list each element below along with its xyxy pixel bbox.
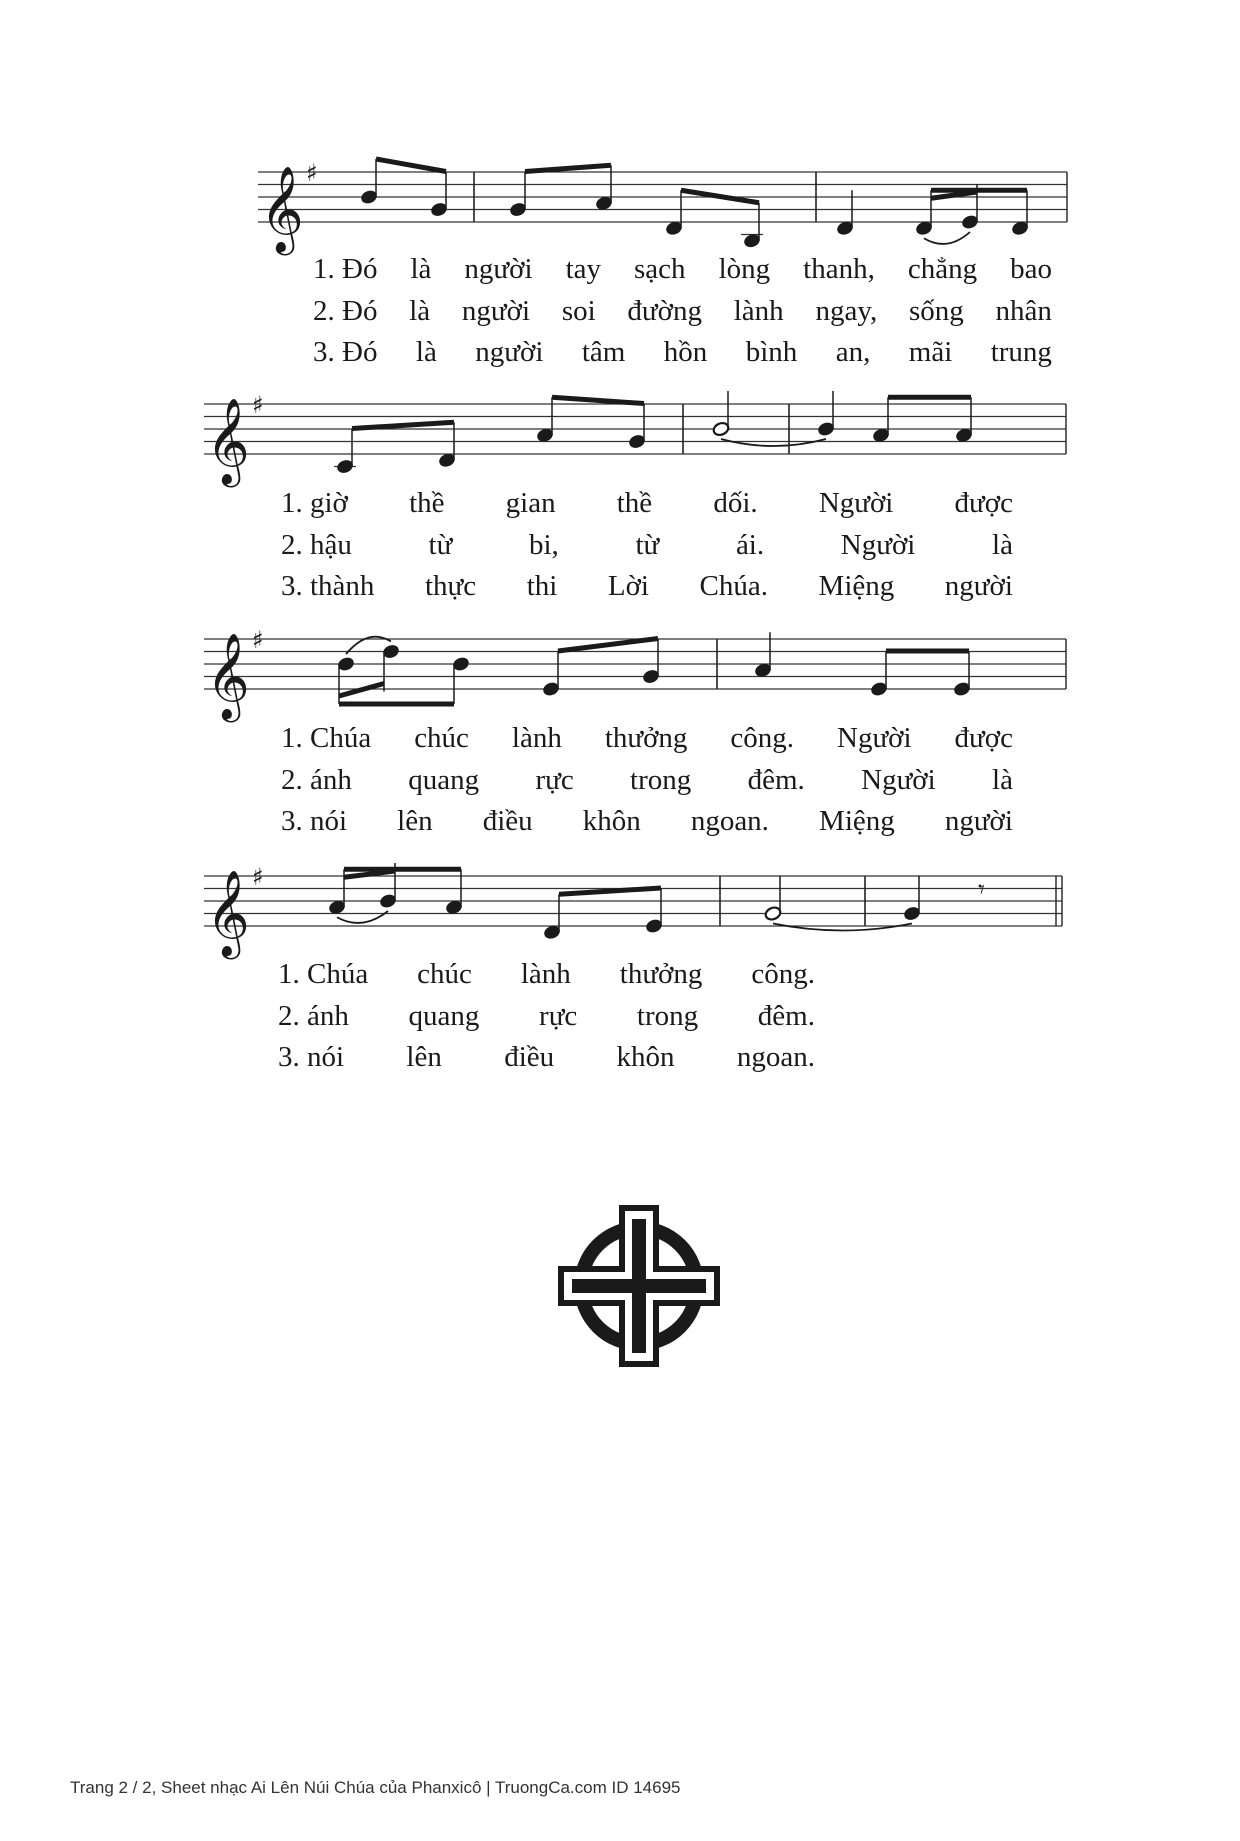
- lyric-word: là: [415, 336, 437, 368]
- lyric-word: 3. thành: [281, 570, 375, 602]
- lyric-word: Miệng: [819, 805, 895, 837]
- lyric-word: đường: [627, 294, 702, 327]
- lyric-word: mãi: [908, 336, 953, 368]
- lyric-word: chúc: [417, 958, 472, 990]
- lyric-line-verse-1: [313, 252, 1052, 286]
- page-footer: Trang 2 / 2, Sheet nhạc Ai Lên Núi Chúa của Phanxicô | TruongCa.com ID 14695: [70, 1778, 681, 1797]
- lyric-word: lòng: [718, 253, 771, 285]
- treble-clef-icon: 𝄞: [206, 870, 250, 956]
- lyric-word: Lời: [607, 570, 649, 602]
- tie-slur: [924, 232, 970, 244]
- key-signature-sharp-icon: ♯: [252, 626, 264, 654]
- lyric-word: bi,: [529, 528, 559, 561]
- lyric-word: là: [992, 763, 1013, 796]
- lyric-word: khôn: [616, 1041, 675, 1073]
- lyric-word: thưởng: [619, 958, 703, 990]
- lyric-word: từ: [635, 528, 660, 561]
- lyric-word: thi: [526, 570, 558, 602]
- lyric-word: gian: [505, 487, 556, 519]
- lyric-word: 1. Đó: [313, 253, 378, 285]
- lyric-word: quang: [408, 999, 480, 1032]
- lyric-word: tay: [565, 253, 601, 285]
- lyric-word: người: [461, 294, 531, 327]
- lyric-word: ngoan.: [736, 1041, 815, 1073]
- note-beam: [525, 165, 611, 171]
- lyric-word: Chúa.: [699, 570, 768, 602]
- lyric-word: chúc: [414, 722, 469, 754]
- lyric-word: sạch: [634, 253, 686, 285]
- note-beam: [352, 422, 454, 428]
- lyric-word: Người: [818, 487, 894, 519]
- lyric-word: 1. giờ: [281, 487, 348, 519]
- lyric-word: Người: [837, 722, 912, 754]
- lyric-word: là: [992, 528, 1013, 561]
- tie-slur: [337, 911, 388, 923]
- lyric-word: tâm: [581, 336, 626, 368]
- treble-clef-icon: 𝄞: [206, 633, 250, 719]
- lyric-word: bình: [745, 336, 798, 368]
- lyric-line-verse-3: [281, 804, 1013, 838]
- lyric-word: lành: [733, 294, 784, 327]
- lyric-word: 2. Đó: [313, 294, 378, 327]
- lyric-word: quang: [408, 763, 480, 796]
- lyric-word: 2. hậu: [281, 528, 352, 561]
- key-signature-sharp-icon: ♯: [252, 391, 264, 419]
- lyric-word: điều: [504, 1041, 555, 1073]
- lyric-line-verse-1: [281, 721, 1013, 755]
- lyric-line-verse-3: [278, 1040, 815, 1074]
- lyric-word: thực: [424, 570, 477, 602]
- lyric-word: công.: [751, 958, 815, 990]
- lyric-word: là: [410, 253, 432, 285]
- treble-clef-icon: 𝄞: [206, 398, 250, 484]
- lyric-line-verse-2: [281, 763, 1013, 797]
- lyric-word: là: [409, 294, 431, 327]
- lyric-word: thề: [409, 487, 445, 519]
- lyric-line-verse-1: [281, 486, 1013, 520]
- lyric-word: sống: [908, 294, 964, 327]
- lyric-word: đêm.: [757, 999, 815, 1032]
- lyric-word: công.: [730, 722, 795, 754]
- lyric-word: dối.: [713, 487, 758, 519]
- lyric-word: rực: [539, 999, 578, 1032]
- lyric-line-verse-3: [313, 335, 1052, 369]
- lyric-word: hồn: [663, 336, 708, 368]
- lyric-word: Người: [840, 528, 916, 561]
- lyric-word: 3. nói: [278, 1041, 345, 1073]
- lyric-word: khôn: [582, 805, 641, 837]
- lyric-word: lành: [511, 722, 562, 754]
- lyric-word: người: [475, 336, 544, 368]
- note-beam: [552, 397, 644, 403]
- lyric-word: soi: [561, 294, 596, 327]
- lyric-word: đêm.: [747, 763, 805, 796]
- lyric-word: được: [954, 487, 1013, 519]
- lyric-word: ái.: [735, 528, 765, 561]
- note-beam: [339, 684, 384, 697]
- lyric-word: lên: [397, 805, 433, 837]
- lyric-word: 1. Chúa: [281, 722, 372, 754]
- lyric-word: ngay,: [815, 294, 878, 327]
- lyric-word: thanh,: [803, 253, 875, 285]
- lyric-word: 2. ánh: [278, 999, 349, 1032]
- lyric-line-verse-2: [313, 294, 1052, 328]
- lyric-word: nhân: [995, 294, 1052, 327]
- lyric-word: rực: [535, 763, 574, 796]
- lyric-word: an,: [835, 336, 871, 368]
- lyric-word: Miệng: [818, 570, 895, 602]
- lyric-line-verse-2: [281, 528, 1013, 562]
- lyric-word: được: [954, 722, 1013, 754]
- lyric-word: lên: [406, 1041, 442, 1073]
- lyric-word: trong: [630, 763, 692, 796]
- lyric-word: thề: [616, 487, 653, 519]
- lyric-word: người: [464, 253, 533, 285]
- celtic-cross-icon: [558, 1205, 720, 1367]
- lyric-word: 3. Đó: [313, 336, 378, 368]
- tie-slur: [721, 439, 826, 446]
- lyric-word: ngoan.: [690, 805, 769, 837]
- lyric-word: từ: [428, 528, 453, 561]
- note-beam: [376, 159, 446, 172]
- lyric-line-verse-3: [281, 569, 1013, 603]
- key-signature-sharp-icon: ♯: [252, 863, 264, 891]
- tie-slur: [773, 924, 912, 931]
- lyric-word: thưởng: [604, 722, 688, 754]
- lyric-word: lành: [520, 958, 571, 990]
- lyric-word: Người: [861, 763, 936, 796]
- lyric-line-verse-2: [278, 999, 815, 1033]
- lyric-line-verse-1: [278, 957, 815, 991]
- lyric-word: 2. ánh: [281, 763, 352, 796]
- lyric-word: người: [944, 570, 1013, 602]
- lyric-word: bao: [1010, 253, 1052, 285]
- lyric-word: 1. Chúa: [278, 958, 369, 990]
- key-signature-sharp-icon: ♯: [306, 159, 318, 187]
- note-beam: [558, 639, 658, 652]
- lyric-word: chẳng: [907, 253, 978, 285]
- lyric-word: người: [944, 805, 1013, 837]
- lyric-word: điều: [482, 805, 533, 837]
- treble-clef-icon: 𝄞: [260, 166, 304, 252]
- eighth-rest-icon: 𝄾: [978, 875, 985, 905]
- lyric-word: 3. nói: [281, 805, 348, 837]
- lyric-word: trong: [636, 999, 699, 1032]
- lyric-word: trung: [990, 336, 1052, 368]
